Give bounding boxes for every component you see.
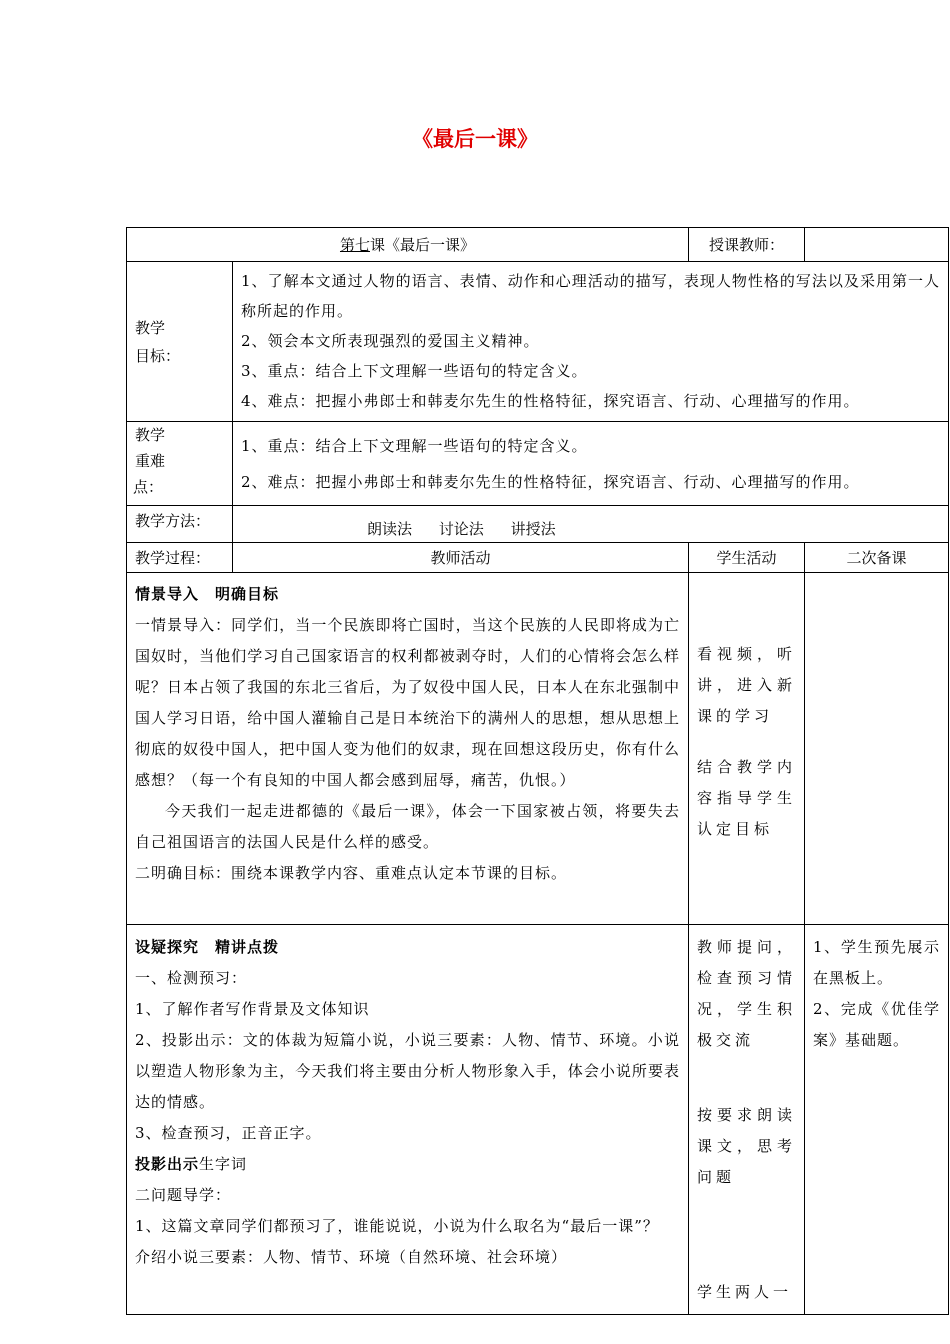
section-intro-row xyxy=(127,573,949,925)
key-point-item: 1、重点：结合上下文理解一些语句的特定含义。 xyxy=(241,436,588,455)
teacher-value-cell xyxy=(805,228,949,262)
goal-item: 3、重点：结合上下文理解一些语句的特定含义。 xyxy=(241,362,588,380)
projection-text: 生字词 xyxy=(199,1155,248,1173)
document-title: 《最后一课》 xyxy=(412,127,538,151)
paragraph: 二问题导学： xyxy=(135,1186,232,1204)
lesson-number: 第七 xyxy=(339,236,370,254)
header-row xyxy=(127,228,949,262)
method-item: 讲授法 xyxy=(510,520,556,538)
lesson-plan-table xyxy=(126,227,949,1315)
process-header-row xyxy=(127,543,949,573)
methods-content xyxy=(233,506,949,543)
section-inquiry-notes xyxy=(805,925,949,1315)
paragraph xyxy=(135,1149,680,1180)
key-points-label: 教学 重难 点： xyxy=(127,422,233,506)
notes-text: 2、完成《优佳学案》基础题。 xyxy=(813,1000,940,1049)
section-intro-notes xyxy=(805,573,949,925)
key-point-item: 2、难点：把握小弗郎士和韩麦尔先生的性格特征，探究语言、行动、心理描写的作用。 xyxy=(241,472,860,491)
student-activity-text: 学生两人一 xyxy=(697,1283,793,1301)
section-intro-student xyxy=(689,573,805,925)
lesson-name: 课《最后一课》 xyxy=(370,236,476,254)
paragraph: 1、了解作者写作背景及文体知识 xyxy=(135,1000,370,1018)
methods-row xyxy=(127,506,949,543)
notes-header: 二次备课 xyxy=(805,543,949,573)
section-intro-teacher xyxy=(127,573,689,925)
teacher-activity-header: 教师活动 xyxy=(233,543,689,573)
paragraph: 二明确目标：围绕本课教学内容、重难点认定本节课的目标。 xyxy=(135,864,568,882)
student-activity-header: 学生活动 xyxy=(689,543,805,573)
goal-item: 1、了解本文通过人物的语言、表情、动作和心理活动的描写，表现人物性格的写法以及采用第一人称所起的作用。 xyxy=(241,272,940,320)
student-activity-text: 教师提问，检查预习情况，学生积极交流 xyxy=(697,938,796,1049)
key-points-content xyxy=(233,422,949,506)
student-activity-text: 按要求朗读课文，思考问题 xyxy=(697,1106,796,1186)
paragraph: 介绍小说三要素：人物、情节、环境（自然环境、社会环境） xyxy=(135,1248,568,1266)
goals-content xyxy=(233,262,949,422)
goal-item: 2、领会本文所表现强烈的爱国主义精神。 xyxy=(241,332,540,350)
projection-label: 投影出示 xyxy=(135,1155,200,1173)
student-activity-text: 结合教学内容指导学生认定目标 xyxy=(697,758,796,838)
paragraph: 2、投影出示：文的体裁为短篇小说，小说三要素：人物、情节、环境。小说以塑造人物形象为主，今天我们将主要由分析人物形象入手，体会小说所要表达的情感。 xyxy=(135,1031,680,1111)
key-points-row xyxy=(127,422,949,506)
section-inquiry-row xyxy=(127,925,949,1315)
goal-item: 4、难点：把握小弗郎士和韩麦尔先生的性格特征，探究语言、行动、心理描写的作用。 xyxy=(241,392,860,410)
goals-label: 教学 目标： xyxy=(127,262,233,422)
goals-row xyxy=(127,262,949,422)
process-label: 教学过程： xyxy=(127,543,233,573)
methods-label: 教学方法： xyxy=(127,506,233,543)
section-inquiry-teacher xyxy=(127,925,689,1315)
paragraph: 一、检测预习： xyxy=(135,969,248,987)
section-inquiry-student xyxy=(689,925,805,1315)
method-item: 讨论法 xyxy=(438,520,484,538)
student-activity-text: 看视频，听讲，进入新课的学习 xyxy=(697,645,796,725)
paragraph: 今天我们一起走进都德的《最后一课》，体会一下国家被占领，将要失去自己祖国语言的法国人民是什么样的感受。 xyxy=(135,802,680,851)
lesson-title-cell xyxy=(127,228,689,262)
method-item: 朗读法 xyxy=(367,520,413,538)
paragraph: 3、检查预习，正音正字。 xyxy=(135,1124,322,1142)
notes-text: 1、学生预先展示在黑板上。 xyxy=(813,938,940,987)
paragraph: 1、这篇文章同学们都预习了，谁能说说，小说为什么取名为“最后一课”？ xyxy=(135,1217,659,1235)
section-heading: 情景导入 明确目标 xyxy=(135,585,280,603)
paragraph: 一情景导入：同学们，当一个民族即将亡国时，当这个民族的人民即将成为亡国奴时，当他们学习自己国家语言的权利都被剥夺时，人们的心情将会怎么样呢？日本占领了我国的东北三省后，为了奴役中国人民，日本人在东北强制中国人学习日语，给中国人灌输自己是日本统治下的满州人的思想，想从思想上彻底的奴役中国人，把中国人变为他们的奴隶，现在回想这段历史，你有什么感想？（每一个有良知的中国人都会感到屈辱，痛苦，仇恨。） xyxy=(135,616,680,789)
teacher-label-cell: 授课教师： xyxy=(689,228,805,262)
section-heading: 设疑探究 精讲点拨 xyxy=(135,938,280,956)
